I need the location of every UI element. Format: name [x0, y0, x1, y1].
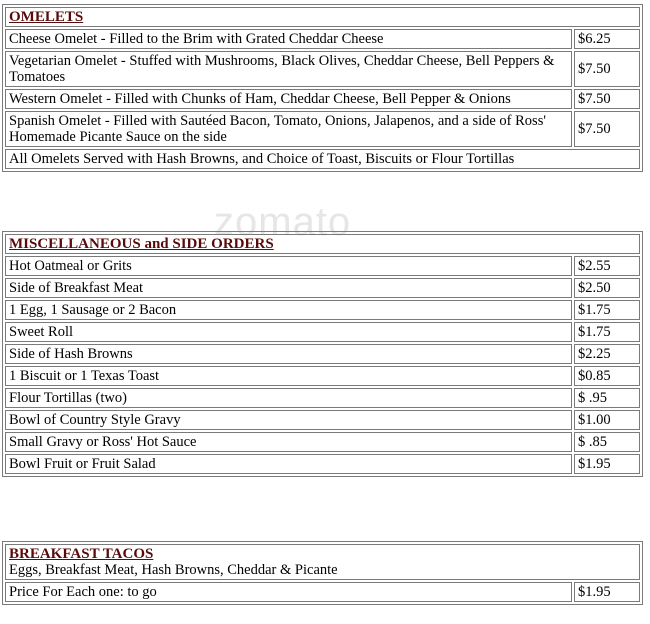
item-price: $0.85 — [574, 366, 640, 386]
item-name: 1 Egg, 1 Sausage or 2 Bacon — [5, 300, 572, 320]
item-price: $1.00 — [574, 410, 640, 430]
omelets-table — [2, 4, 643, 172]
menu-row — [5, 388, 640, 408]
item-name: Bowl of Country Style Gravy — [5, 410, 572, 430]
menu-row — [5, 344, 640, 364]
item-name: Hot Oatmeal or Grits — [5, 256, 572, 276]
menu-row — [5, 300, 640, 320]
menu-row — [5, 51, 640, 87]
item-price: $ .85 — [574, 432, 640, 452]
menu-row — [5, 322, 640, 342]
item-name: Side of Hash Browns — [5, 344, 572, 364]
item-name: 1 Biscuit or 1 Texas Toast — [5, 366, 572, 386]
section-title: BREAKFAST TACOS — [9, 546, 154, 562]
zomato-watermark: zomato — [214, 200, 352, 244]
item-name: Small Gravy or Ross' Hot Sauce — [5, 432, 572, 452]
item-price: $2.25 — [574, 344, 640, 364]
omelets-note: All Omelets Served with Hash Browns, and Choice of Toast, Biscuits or Flour Tortillas — [5, 149, 640, 169]
item-price: $6.25 — [574, 29, 640, 49]
item-name: Side of Breakfast Meat — [5, 278, 572, 298]
menu-row — [5, 582, 640, 602]
menu-row — [5, 410, 640, 430]
item-price: $7.50 — [574, 111, 640, 147]
item-price: $7.50 — [574, 51, 640, 87]
item-price: $1.75 — [574, 300, 640, 320]
item-name: Western Omelet - Filled with Chunks of Ham, Cheddar Cheese, Bell Pepper & Onions — [5, 89, 572, 109]
misc-table — [2, 231, 643, 477]
item-price: $7.50 — [574, 89, 640, 109]
menu-row — [5, 454, 640, 474]
menu-row — [5, 29, 640, 49]
item-name: Bowl Fruit or Fruit Salad — [5, 454, 572, 474]
menu-row — [5, 278, 640, 298]
item-price: $1.95 — [574, 582, 640, 602]
tacos-heading — [5, 544, 640, 580]
item-price: $2.55 — [574, 256, 640, 276]
item-price: $1.95 — [574, 454, 640, 474]
tacos-table — [2, 541, 643, 605]
item-price: $ .95 — [574, 388, 640, 408]
item-name: Price For Each one: to go — [5, 582, 572, 602]
menu-row — [5, 111, 640, 147]
menu-row — [5, 89, 640, 109]
item-price: $2.50 — [574, 278, 640, 298]
item-name: Vegetarian Omelet - Stuffed with Mushrooms, Black Olives, Cheddar Cheese, Bell Peppers & Tomatoes — [5, 51, 572, 87]
tacos-description: Eggs, Breakfast Meat, Hash Browns, Cheddar & Picante — [9, 562, 338, 578]
item-name: Sweet Roll — [5, 322, 572, 342]
section-title: MISCELLANEOUS and SIDE ORDERS — [9, 236, 274, 252]
section-title: OMELETS — [9, 9, 84, 25]
item-price: $1.75 — [574, 322, 640, 342]
menu-row — [5, 256, 640, 276]
omelets-heading — [5, 7, 640, 27]
misc-heading — [5, 234, 640, 254]
menu-row — [5, 366, 640, 386]
menu-row — [5, 432, 640, 452]
item-name: Spanish Omelet - Filled with Sautéed Bacon, Tomato, Onions, Jalapenos, and a side of Ross' Homemade Picante Sauce on the side — [5, 111, 572, 147]
item-name: Flour Tortillas (two) — [5, 388, 572, 408]
item-name: Cheese Omelet - Filled to the Brim with Grated Cheddar Cheese — [5, 29, 572, 49]
